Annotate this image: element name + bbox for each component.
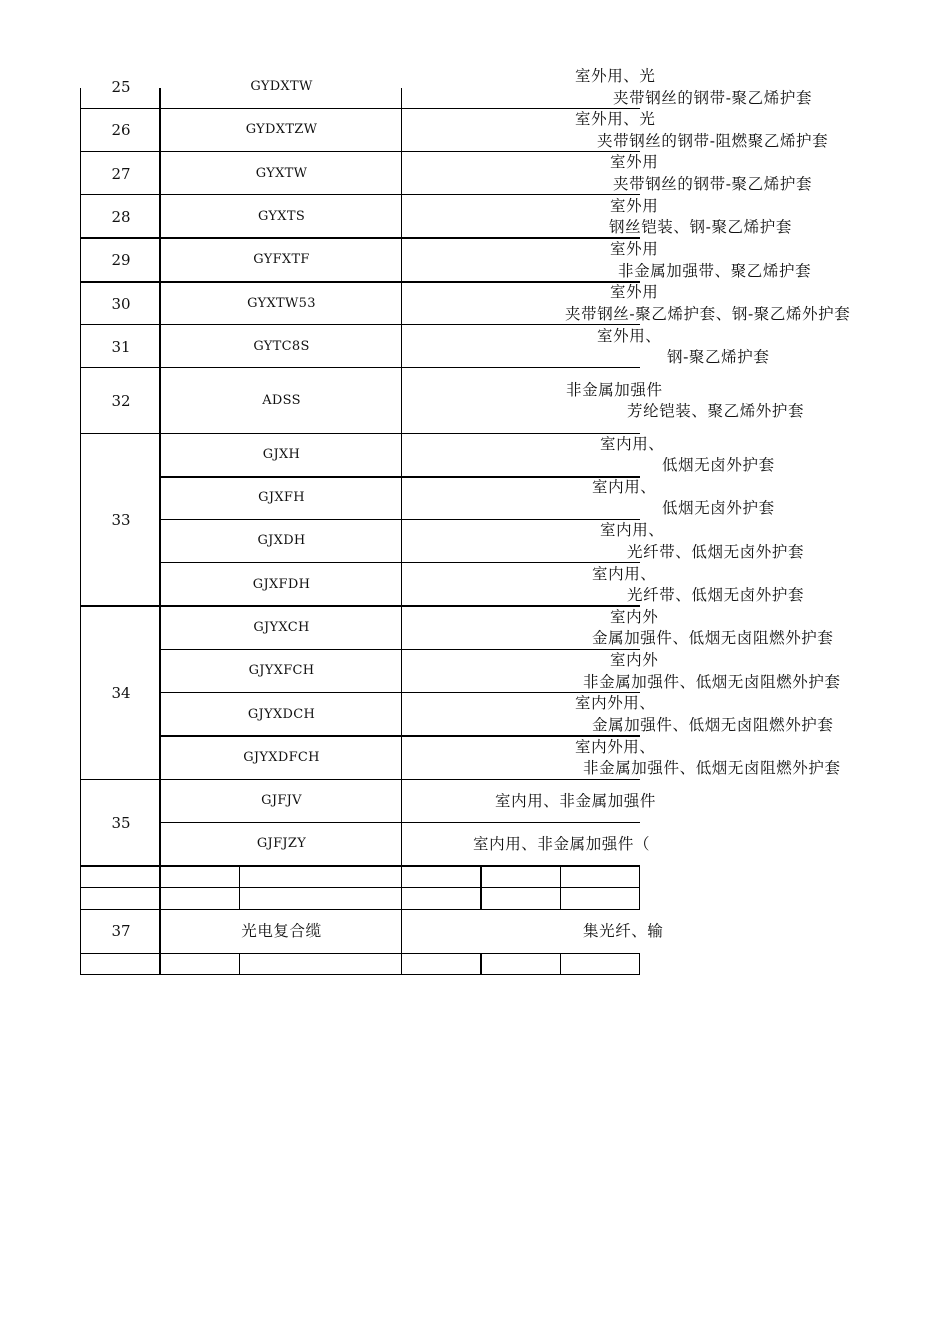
cable-description-line2: 非金属加强件、低烟无卤阻燃外护套	[583, 673, 841, 691]
cable-description-line1: 非金属加强件	[566, 381, 663, 399]
cable-model-code: GYFXTF	[253, 252, 310, 267]
row-number: 31	[111, 338, 131, 356]
row-divider	[80, 194, 640, 195]
cable-model-code: GYXTS	[257, 209, 306, 224]
cable-model-code: GYDXTW	[250, 79, 313, 94]
cable-model-code: GJYXCH	[253, 620, 310, 635]
row-number: 29	[111, 251, 131, 269]
empty-row-divider	[239, 866, 240, 910]
cable-description-line1: 室外用、光	[575, 110, 656, 128]
row-divider	[80, 865, 640, 867]
row-number: 37	[111, 922, 131, 940]
cable-description-line2: 夹带钢丝的钢带-聚乙烯护套	[613, 89, 813, 107]
cable-description-line1: 室内外用、	[575, 738, 656, 756]
cable-description-line1: 室内用、	[592, 478, 657, 496]
row-divider	[160, 822, 640, 823]
row-divider	[80, 324, 640, 325]
cable-description-line1: 室内用、	[592, 565, 657, 583]
row-divider	[160, 649, 640, 650]
cable-model-code: GYXTW	[255, 166, 308, 181]
empty-row-divider	[401, 866, 402, 910]
cable-description-line2: 非金属加强带、聚乙烯护套	[618, 262, 812, 280]
row-number: 27	[111, 165, 131, 183]
cable-model-code: GJXH	[262, 447, 301, 462]
cable-description: 室内用、非金属加强件	[495, 792, 657, 810]
row-number: 35	[111, 814, 131, 832]
cable-description-line2: 金属加强件、低烟无卤阻燃外护套	[592, 629, 834, 647]
cable-model-code: GYDXTZW	[245, 122, 318, 137]
row-divider	[80, 108, 640, 109]
empty-row-divider	[560, 866, 561, 910]
row-number: 25	[111, 78, 131, 96]
cable-model-code: GJFJV	[261, 793, 302, 808]
cable-description-line1: 室外用	[610, 153, 659, 171]
cable-description-line1: 室外用	[610, 240, 659, 258]
empty-row-divider	[401, 953, 402, 975]
row-divider	[160, 692, 640, 693]
row-divider	[160, 476, 640, 478]
empty-row-divider	[239, 953, 240, 975]
cable-description-line1: 室外用、	[597, 327, 662, 345]
cable-model-code: ADSS	[262, 393, 301, 408]
cable-description: 室内用、非金属加强件（	[473, 835, 651, 853]
row-divider	[80, 367, 640, 368]
cable-description-line1: 室内用、	[600, 435, 665, 453]
cable-description-line1: 室内外	[610, 608, 659, 626]
cable-description-line1: 室内外	[610, 651, 659, 669]
cable-description-line2: 光纤带、低烟无卤外护套	[627, 543, 805, 561]
row-number: 32	[111, 392, 131, 410]
cable-description-line2: 芳纶铠装、聚乙烯外护套	[627, 402, 805, 420]
cable-description-line1: 室内用、	[600, 521, 665, 539]
empty-row-divider	[560, 953, 561, 975]
cable-description: 集光纤、输	[583, 922, 664, 940]
cable-description-line1: 室外用	[610, 283, 659, 301]
row-divider	[160, 519, 640, 520]
cable-description-line2: 钢丝铠装、钢-聚乙烯护套	[609, 218, 792, 236]
cable-model-code: GYTC8S	[253, 339, 310, 354]
cable-model-code: GJFJZY	[256, 836, 307, 851]
row-number: 33	[111, 511, 131, 529]
row-number: 26	[111, 121, 131, 139]
cable-description-line2: 夹带钢丝的钢带-阻燃聚乙烯护套	[597, 132, 829, 150]
row-divider	[80, 605, 640, 607]
empty-row-divider	[480, 866, 482, 910]
cable-description-line2: 金属加强件、低烟无卤阻燃外护套	[592, 716, 834, 734]
cable-description-line2: 夹带钢丝的钢带-聚乙烯护套	[613, 175, 813, 193]
table-right-border	[639, 866, 640, 910]
row-divider	[160, 735, 640, 737]
cable-description-line2: 夹带钢丝-聚乙烯护套、钢-聚乙烯外护套	[565, 305, 851, 323]
row-divider	[80, 433, 640, 434]
row-divider	[80, 779, 640, 780]
cable-description-line1: 室内外用、	[575, 694, 656, 712]
row-divider	[160, 562, 640, 563]
cable-description-line2: 低烟无卤外护套	[662, 499, 775, 517]
row-divider	[80, 909, 640, 910]
cable-model-code: GJXDH	[257, 533, 306, 548]
row-divider	[80, 887, 640, 888]
row-divider	[80, 151, 640, 152]
row-divider	[80, 237, 640, 239]
row-number: 28	[111, 208, 131, 226]
row-number: 30	[111, 295, 131, 313]
cable-model-code: GJYXFCH	[248, 663, 315, 678]
row-divider	[80, 281, 640, 283]
cable-type-name: 光电复合缆	[241, 922, 322, 940]
cable-model-code: GJYXDCH	[247, 707, 316, 722]
row-divider	[80, 953, 640, 954]
table-bottom-border	[80, 974, 640, 975]
cable-description-line2: 非金属加强件、低烟无卤阻燃外护套	[583, 759, 841, 777]
empty-row-divider	[480, 953, 482, 975]
cable-description-line1: 室外用	[610, 197, 659, 215]
cable-model-code: GJYXDFCH	[243, 750, 320, 765]
cable-description-line2: 光纤带、低烟无卤外护套	[627, 586, 805, 604]
cable-description-line2: 钢-聚乙烯护套	[667, 348, 770, 366]
cable-description-line2: 低烟无卤外护套	[662, 456, 775, 474]
table-right-border-lower	[639, 953, 640, 975]
cable-model-code: GJXFDH	[252, 577, 311, 592]
row-number: 34	[111, 684, 131, 702]
cable-model-code: GJXFH	[258, 490, 305, 505]
cable-description-line1: 室外用、光	[575, 67, 656, 85]
cable-model-code: GYXTW53	[247, 296, 316, 311]
